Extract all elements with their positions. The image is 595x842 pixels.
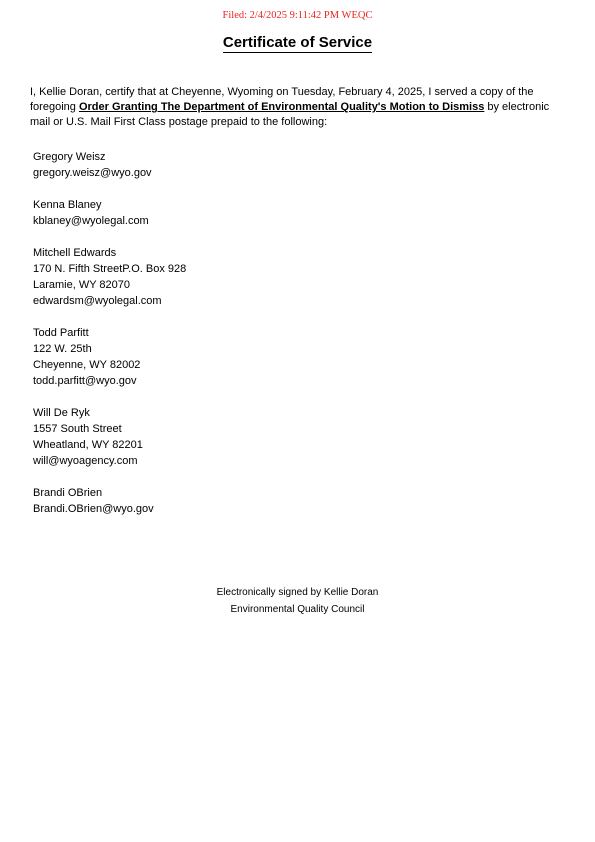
filed-stamp: Filed: 2/4/2025 9:11:42 PM WEQC xyxy=(222,10,373,21)
recipient-block xyxy=(33,245,553,309)
recipient-address-line: 122 W. 25th xyxy=(33,343,92,355)
recipient-city-line: Cheyenne, WY 82002 xyxy=(33,359,141,371)
recipient-email: todd.parfitt@wyo.gov xyxy=(33,375,137,387)
intro-text-before: I, Kellie Doran, certify that at Cheyenne, Wyoming on Tuesday, February 4, 2025, I served a copy of the foregoing xyxy=(30,86,534,113)
recipient-block xyxy=(33,485,553,517)
recipient-name: Will De Ryk xyxy=(33,407,90,419)
recipient-email: kblaney@wyolegal.com xyxy=(33,215,149,227)
recipient-name: Mitchell Edwards xyxy=(33,247,117,259)
recipient-block xyxy=(33,149,553,181)
intro-paragraph xyxy=(30,85,570,130)
recipient-email: edwardsm@wyolegal.com xyxy=(33,295,162,307)
document-title-text: Certificate of Service xyxy=(222,34,373,51)
recipient-city-line: Wheatland, WY 82201 xyxy=(33,439,143,451)
recipient-email: Brandi.OBrien@wyo.gov xyxy=(33,503,154,515)
intro-text-after: by electronic mail or U.S. Mail First Class postage prepaid to the following: xyxy=(30,101,550,128)
signature-organization: Environmental Quality Council xyxy=(230,604,365,615)
recipient-block xyxy=(33,197,553,229)
order-title: Order Granting The Department of Environmental Quality's Motion to Dismiss xyxy=(78,101,485,113)
document-title xyxy=(0,34,595,51)
recipient-address-line: 1557 South Street xyxy=(33,423,122,435)
recipient-city-line: Laramie, WY 82070 xyxy=(33,279,131,291)
recipient-name: Gregory Weisz xyxy=(33,151,106,163)
recipient-block xyxy=(33,405,553,469)
signature-line: Electronically signed by Kellie Doran xyxy=(216,587,379,598)
recipient-block xyxy=(33,325,553,389)
recipient-list xyxy=(33,149,553,533)
recipient-email: will@wyoagency.com xyxy=(33,455,138,467)
recipient-name: Todd Parfitt xyxy=(33,327,89,339)
recipient-email: gregory.weisz@wyo.gov xyxy=(33,167,152,179)
recipient-name: Kenna Blaney xyxy=(33,199,102,211)
signature-block xyxy=(0,584,595,618)
recipient-name: Brandi OBrien xyxy=(33,487,103,499)
recipient-address-line: 170 N. Fifth StreetP.O. Box 928 xyxy=(33,263,187,275)
